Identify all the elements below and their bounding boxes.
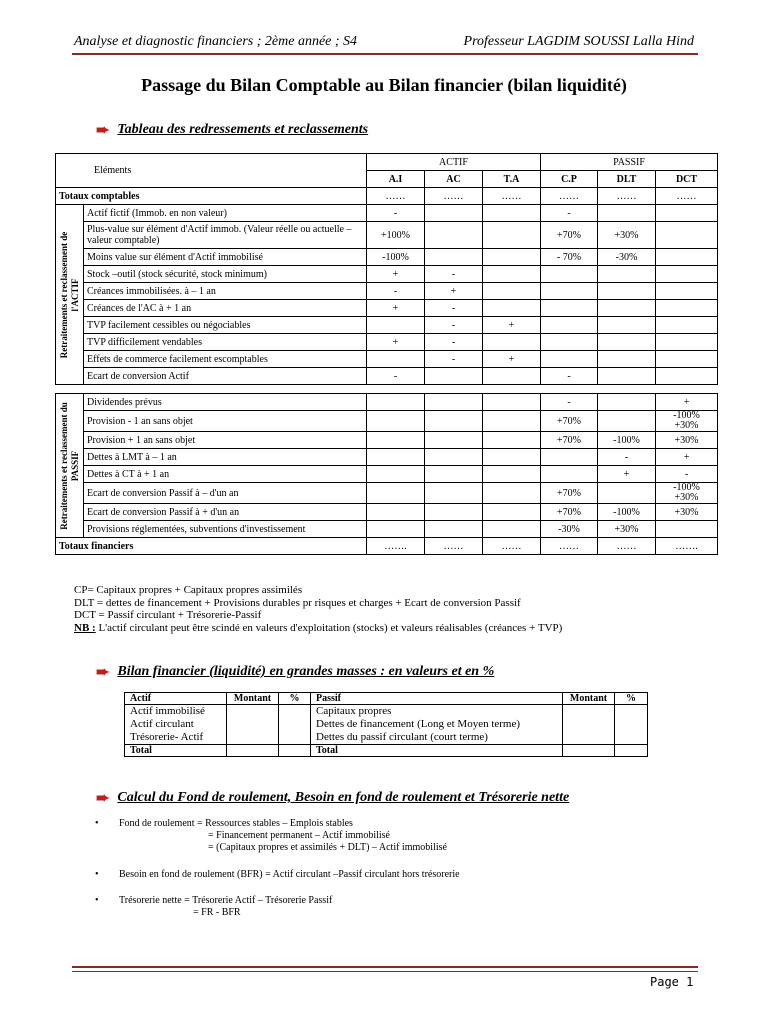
table-cell	[425, 222, 483, 249]
row-label: Effets de commerce facilement escomptables	[84, 351, 367, 368]
nb-label: NB :	[74, 621, 96, 634]
table-cell: +	[656, 394, 718, 411]
passif-header: PASSIF	[541, 154, 718, 171]
table-cell: ……	[598, 188, 656, 205]
section-heading-calcul: ➨ Calcul du Fond de roulement, Besoin en fond de roulement et Trésorerie nette	[96, 790, 570, 807]
formula-line: Fond de roulement = Ressources stables – Emplois stables	[119, 818, 353, 829]
list-item: Dettes du passif circulant (court terme)	[316, 731, 488, 743]
separator-row	[56, 385, 718, 394]
table-cell	[656, 300, 718, 317]
montant-cell	[227, 705, 279, 745]
table-cell: ……	[425, 538, 483, 555]
table-cell	[656, 521, 718, 538]
side-label	[56, 205, 84, 385]
table-cell	[483, 249, 541, 266]
table-cell	[425, 466, 483, 483]
passif-items-cell	[311, 705, 563, 745]
page-number: Page 1	[650, 975, 694, 989]
row-label: Ecart de conversion Passif à – d'un an	[84, 483, 367, 504]
table-cell	[598, 483, 656, 504]
formula-line: Trésorerie nette = Trésorerie Actif – Trésorerie Passif	[119, 895, 333, 906]
table-cell	[483, 449, 541, 466]
table-cell	[598, 394, 656, 411]
side-label-text: Retraitements et reclassement de l'ACTIF	[58, 231, 80, 358]
section-heading-bilan-financier: ➨ Bilan financier (liquidité) en grandes masses : en valeurs et en %	[96, 664, 495, 681]
elements-header: Eléments	[56, 154, 367, 188]
header-rule	[72, 53, 698, 55]
table-row-totaux	[56, 188, 718, 205]
col-header: T.A	[483, 171, 541, 188]
col-header: Montant	[227, 693, 279, 705]
table-cell	[425, 449, 483, 466]
table-cell: +	[367, 300, 425, 317]
table-cell	[483, 334, 541, 351]
table-cell: +30%	[598, 222, 656, 249]
table-cell	[656, 317, 718, 334]
bullet-icon: •	[95, 895, 99, 906]
redressements-table	[55, 153, 718, 555]
table-cell: +70%	[541, 222, 598, 249]
row-label: Dettes à LMT à – 1 an	[84, 449, 367, 466]
table-cell	[598, 317, 656, 334]
page-header	[74, 34, 694, 50]
arrow-right-icon: ➨	[96, 122, 110, 139]
table-cell: ……	[541, 538, 598, 555]
row-label: Stock –outil (stock sécurité, stock minimum)	[84, 266, 367, 283]
table-cell: +70%	[541, 504, 598, 521]
table-cell	[367, 466, 425, 483]
table-cell: -	[425, 334, 483, 351]
table-cell: -	[656, 466, 718, 483]
table-cell: -	[425, 266, 483, 283]
table-cell: +	[367, 334, 425, 351]
table-cell	[425, 504, 483, 521]
table-row	[56, 205, 718, 222]
formula-line: Besoin en fond de roulement (BFR) = Actif circulant –Passif circulant hors trésorerie	[119, 869, 460, 880]
table-cell	[541, 334, 598, 351]
page-title: Passage du Bilan Comptable au Bilan financier (bilan liquidité)	[141, 75, 627, 95]
table-cell	[598, 205, 656, 222]
note-line: CP= Capitaux propres + Capitaux propres assimilés	[74, 584, 303, 596]
table-cell	[425, 394, 483, 411]
table-cell: -	[425, 300, 483, 317]
list-item: Trésorerie- Actif	[130, 731, 204, 743]
table-row	[56, 222, 718, 249]
col-header: %	[615, 693, 648, 705]
table-cell	[656, 222, 718, 249]
table-cell: +	[367, 266, 425, 283]
table-cell	[367, 394, 425, 411]
table-cell: ……	[483, 188, 541, 205]
table-cell: +30%	[656, 504, 718, 521]
formula-line: = Financement permanent – Actif immobilisé	[208, 830, 390, 841]
percent-cell	[279, 705, 311, 745]
table-row	[56, 466, 718, 483]
montant-cell	[563, 705, 615, 745]
list-item: Actif immobilisé	[130, 705, 205, 717]
total-row	[125, 745, 648, 757]
table-cell: ……	[425, 188, 483, 205]
table-row	[56, 317, 718, 334]
total-label: Total	[125, 745, 227, 757]
row-label: Créances immobilisées. à – 1 an	[84, 283, 367, 300]
table-cell	[425, 249, 483, 266]
row-label: Actif fictif (Immob. en non valeur)	[84, 205, 367, 222]
table-cell: ……	[598, 538, 656, 555]
table-cell: +	[425, 283, 483, 300]
table-row	[56, 283, 718, 300]
row-label: Provisions réglementées, subventions d'investissement	[84, 521, 367, 538]
table-cell: …….	[656, 538, 718, 555]
table-cell	[656, 351, 718, 368]
table-cell: +30%	[598, 521, 656, 538]
table-cell: -100%	[598, 504, 656, 521]
table-cell	[483, 432, 541, 449]
table-cell: -	[425, 351, 483, 368]
cell-line: +30%	[674, 492, 699, 503]
table-cell: ……	[541, 188, 598, 205]
table-cell: …….	[367, 538, 425, 555]
list-item: Actif circulant	[130, 718, 194, 730]
actif-header: ACTIF	[367, 154, 541, 171]
nb-line	[74, 622, 562, 635]
table-cell: +	[483, 317, 541, 334]
table-cell	[367, 411, 425, 432]
separator-cell	[56, 385, 718, 394]
table-cell	[483, 222, 541, 249]
table-cell	[656, 411, 718, 432]
table-cell	[425, 368, 483, 385]
table-cell	[598, 300, 656, 317]
table-cell: - 70%	[541, 249, 598, 266]
table-cell	[483, 300, 541, 317]
col-header: %	[279, 693, 311, 705]
table-cell: +100%	[367, 222, 425, 249]
table-cell	[367, 483, 425, 504]
table-cell	[541, 300, 598, 317]
table-cell	[541, 283, 598, 300]
total-label: Total	[311, 745, 563, 757]
col-header: C.P	[541, 171, 598, 188]
table-cell: ……	[367, 188, 425, 205]
side-label-text: Retraitements et reclassement du PASSIF	[58, 401, 80, 530]
row-label: TVP difficilement vendables	[84, 334, 367, 351]
table-cell: -30%	[541, 521, 598, 538]
table-cell	[483, 394, 541, 411]
table-row	[56, 449, 718, 466]
col-header: DLT	[598, 171, 656, 188]
row-label: Créances de l'AC à + 1 an	[84, 300, 367, 317]
table-cell: -	[367, 368, 425, 385]
table-row	[56, 368, 718, 385]
table-cell	[541, 351, 598, 368]
table-cell	[483, 504, 541, 521]
table-cell	[656, 334, 718, 351]
table-row	[56, 351, 718, 368]
table-cell: ……	[483, 538, 541, 555]
table-cell	[483, 483, 541, 504]
bilan-financier-table	[124, 692, 648, 757]
table-row	[56, 300, 718, 317]
table-cell	[425, 411, 483, 432]
arrow-right-icon: ➨	[96, 664, 110, 681]
side-label	[56, 394, 84, 538]
table-cell	[656, 205, 718, 222]
table-cell	[425, 483, 483, 504]
table-cell	[367, 504, 425, 521]
percent-cell	[615, 705, 648, 745]
table-cell	[598, 351, 656, 368]
table-row	[56, 249, 718, 266]
table-cell	[656, 266, 718, 283]
table-cell: +70%	[541, 483, 598, 504]
table-cell: -	[598, 449, 656, 466]
table-cell: +	[598, 466, 656, 483]
table-cell	[598, 368, 656, 385]
table-row	[125, 705, 648, 745]
table-row	[56, 411, 718, 432]
cell-line: +30%	[674, 420, 699, 431]
table-cell	[367, 432, 425, 449]
table-cell	[598, 266, 656, 283]
table-row	[56, 394, 718, 411]
table-row	[56, 266, 718, 283]
table-cell	[656, 283, 718, 300]
table-cell	[367, 317, 425, 334]
row-label: Dividendes prévus	[84, 394, 367, 411]
table-cell	[483, 283, 541, 300]
col-header: Actif	[125, 693, 227, 705]
table-cell	[541, 466, 598, 483]
row-label: Provision - 1 an sans objet	[84, 411, 367, 432]
table-cell	[367, 449, 425, 466]
bullet-icon: •	[95, 869, 99, 880]
section-heading-redressements: ➨ Tableau des redressements et reclassements	[96, 122, 369, 139]
table-cell	[656, 368, 718, 385]
table-cell	[598, 334, 656, 351]
header-course: Analyse et diagnostic financiers ; 2ème année ; S4	[74, 34, 358, 49]
table-header-row	[125, 693, 648, 705]
table-cell: -	[367, 283, 425, 300]
formula-line: = FR - BFR	[193, 907, 241, 918]
table-cell	[483, 466, 541, 483]
table-cell: -	[541, 368, 598, 385]
row-label: Plus-value sur élément d'Actif immob. (Valeur réelle ou actuelle – valeur comptable)	[84, 222, 367, 249]
table-cell	[425, 432, 483, 449]
table-cell: +	[656, 449, 718, 466]
list-item: Dettes de financement (Long et Moyen terme)	[316, 718, 521, 730]
row-label: Ecart de conversion Actif	[84, 368, 367, 385]
cell-line: -100%	[673, 410, 700, 421]
table-cell	[541, 449, 598, 466]
row-label: TVP facilement cessibles ou négociables	[84, 317, 367, 334]
row-label: Totaux financiers	[56, 538, 367, 555]
table-cell	[367, 351, 425, 368]
table-cell	[483, 368, 541, 385]
table-row	[56, 432, 718, 449]
table-row	[56, 483, 718, 504]
table-cell	[598, 411, 656, 432]
row-label: Totaux comptables	[56, 188, 367, 205]
table-cell: -100%	[598, 432, 656, 449]
table-row	[56, 504, 718, 521]
table-cell	[425, 205, 483, 222]
nb-text: L'actif circulant peut être scindé en valeurs d'exploitation (stocks) et valeurs réalisables (créances + TVP)	[98, 621, 563, 634]
table-cell	[656, 249, 718, 266]
list-item: Capitaux propres	[316, 705, 392, 717]
cell-line: -100%	[673, 482, 700, 493]
table-cell: -100%	[367, 249, 425, 266]
row-label: Ecart de conversion Passif à + d'un an	[84, 504, 367, 521]
row-label: Dettes à CT à + 1 an	[84, 466, 367, 483]
table-cell: -	[541, 205, 598, 222]
table-cell: -	[541, 394, 598, 411]
table-cell	[425, 521, 483, 538]
table-cell	[367, 521, 425, 538]
note-line: DCT = Passif circulant + Trésorerie-Passif	[74, 609, 262, 621]
actif-items-cell	[125, 705, 227, 745]
table-cell: +	[483, 351, 541, 368]
table-cell	[483, 205, 541, 222]
table-row-totaux	[56, 538, 718, 555]
table-cell: -30%	[598, 249, 656, 266]
table-row	[56, 521, 718, 538]
table-cell: -	[425, 317, 483, 334]
table-cell	[541, 317, 598, 334]
col-header: Passif	[311, 693, 563, 705]
col-header: Montant	[563, 693, 615, 705]
row-label: Provision + 1 an sans objet	[84, 432, 367, 449]
formula-line: = (Capitaux propres et assimilés + DLT) – Actif immobilisé	[208, 842, 447, 853]
table-cell	[483, 521, 541, 538]
table-cell: -	[367, 205, 425, 222]
col-header: A.I	[367, 171, 425, 188]
arrow-right-icon: ➨	[96, 790, 110, 807]
table-cell: +70%	[541, 432, 598, 449]
table-cell	[483, 266, 541, 283]
table-cell	[656, 483, 718, 504]
table-cell	[598, 283, 656, 300]
table-cell: ……	[656, 188, 718, 205]
table-cell	[541, 266, 598, 283]
header-professor: Professeur LAGDIM SOUSSI Lalla Hind	[463, 34, 694, 49]
col-header: DCT	[656, 171, 718, 188]
table-cell: +70%	[541, 411, 598, 432]
row-label: Moins value sur élément d'Actif immobilisé	[84, 249, 367, 266]
col-header: AC	[425, 171, 483, 188]
table-cell: +30%	[656, 432, 718, 449]
table-cell	[483, 411, 541, 432]
table-header-row	[56, 154, 718, 171]
footer-rule	[72, 966, 698, 972]
table-row	[56, 334, 718, 351]
note-line: DLT = dettes de financement + Provisions durables pr risques et charges + Ecart de conversion Passif	[74, 596, 521, 609]
abbreviation-notes	[74, 584, 562, 634]
bullet-icon: •	[95, 818, 99, 829]
